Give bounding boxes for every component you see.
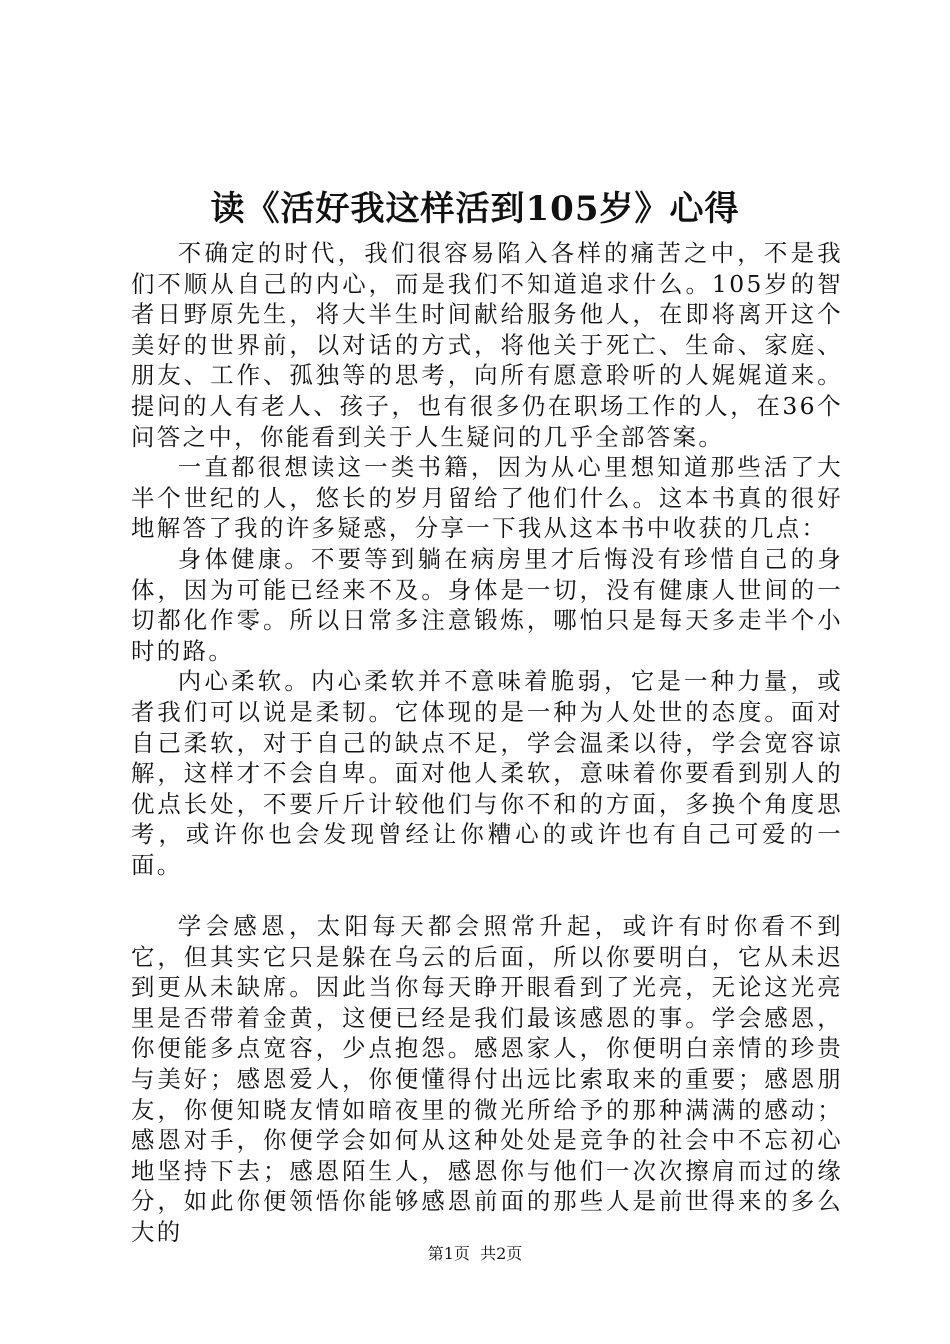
paragraph-spacer	[131, 880, 843, 911]
document-body	[131, 238, 843, 1248]
page-number-label: 第1页 共2页	[427, 1244, 523, 1263]
paragraph-intro: 不确定的时代，我们很容易陷入各样的痛苦之中，不是我们不顺从自己的内心，而是我们不知道追求什么。105岁的智者日野原先生，将大半生时间献给服务他人，在即将离开这个美好的世界前，以对话的方式，将他关于死亡、生命、家庭、朋友、工作、孤独等的思考，向所有愿意聆听的人娓娓道来。提问的人有老人、孩子，也有很多仍在职场工作的人，在36个问答之中，你能看到关于人生疑问的几乎全部答案。	[131, 239, 843, 451]
paragraph-reading-motive: 一直都很想读这一类书籍，因为从心里想知道那些活了大半个世纪的人，悠长的岁月留给了他们什么。这本书真的很好地解答了我的许多疑惑，分享一下我从这本书中收获的几点：	[131, 453, 843, 543]
paragraph-gratitude: 学会感恩，太阳每天都会照常升起，或许有时你看不到它，但其实它只是躲在乌云的后面，所以你要明白，它从未迟到更从未缺席。因此当你每天睁开眼看到了光亮，无论这光亮里是否带着金黄，这便已经是我们最该感恩的事。学会感恩，你便能多点宽容，少点抱怨。感恩家人，你便明白亲情的珍贵与美好；感恩爱人，你便懂得付出远比索取来的重要；感恩朋友，你便知晓友情如暗夜里的微光所给予的那种满满的感动；感恩对手，你便学会如何从这种处处是竞争的社会中不忘初心地坚持下去；感恩陌生人，感恩你与他们一次次擦肩而过的缘分，如此你便领悟你能够感恩前面的那些人是前世得来的多么大的	[131, 912, 843, 1246]
page-footer	[0, 1243, 950, 1265]
paragraph-health: 身体健康。不要等到躺在病房里才后悔没有珍惜自己的身体，因为可能已经来不及。身体是一切，没有健康人世间的一切都化作零。所以日常多注意锻炼，哪怕只是每天多走半个小时的路。	[131, 544, 843, 665]
document-title: 读《活好我这样活到105岁》心得	[210, 189, 740, 229]
paragraph-soft-heart: 内心柔软。内心柔软并不意味着脆弱，它是一种力量，或者我们可以说是柔韧。它体现的是一种为人处世的态度。面对自己柔软，对于自己的缺点不足，学会温柔以待，学会宽容谅解，这样才不会自卑。面对他人柔软，意味着你要看到别人的优点长处，不要斤斤计较他们与你不和的方面，多换个角度思考，或许你也会发现曾经让你糟心的或许也有自己可爱的一面。	[131, 667, 843, 879]
